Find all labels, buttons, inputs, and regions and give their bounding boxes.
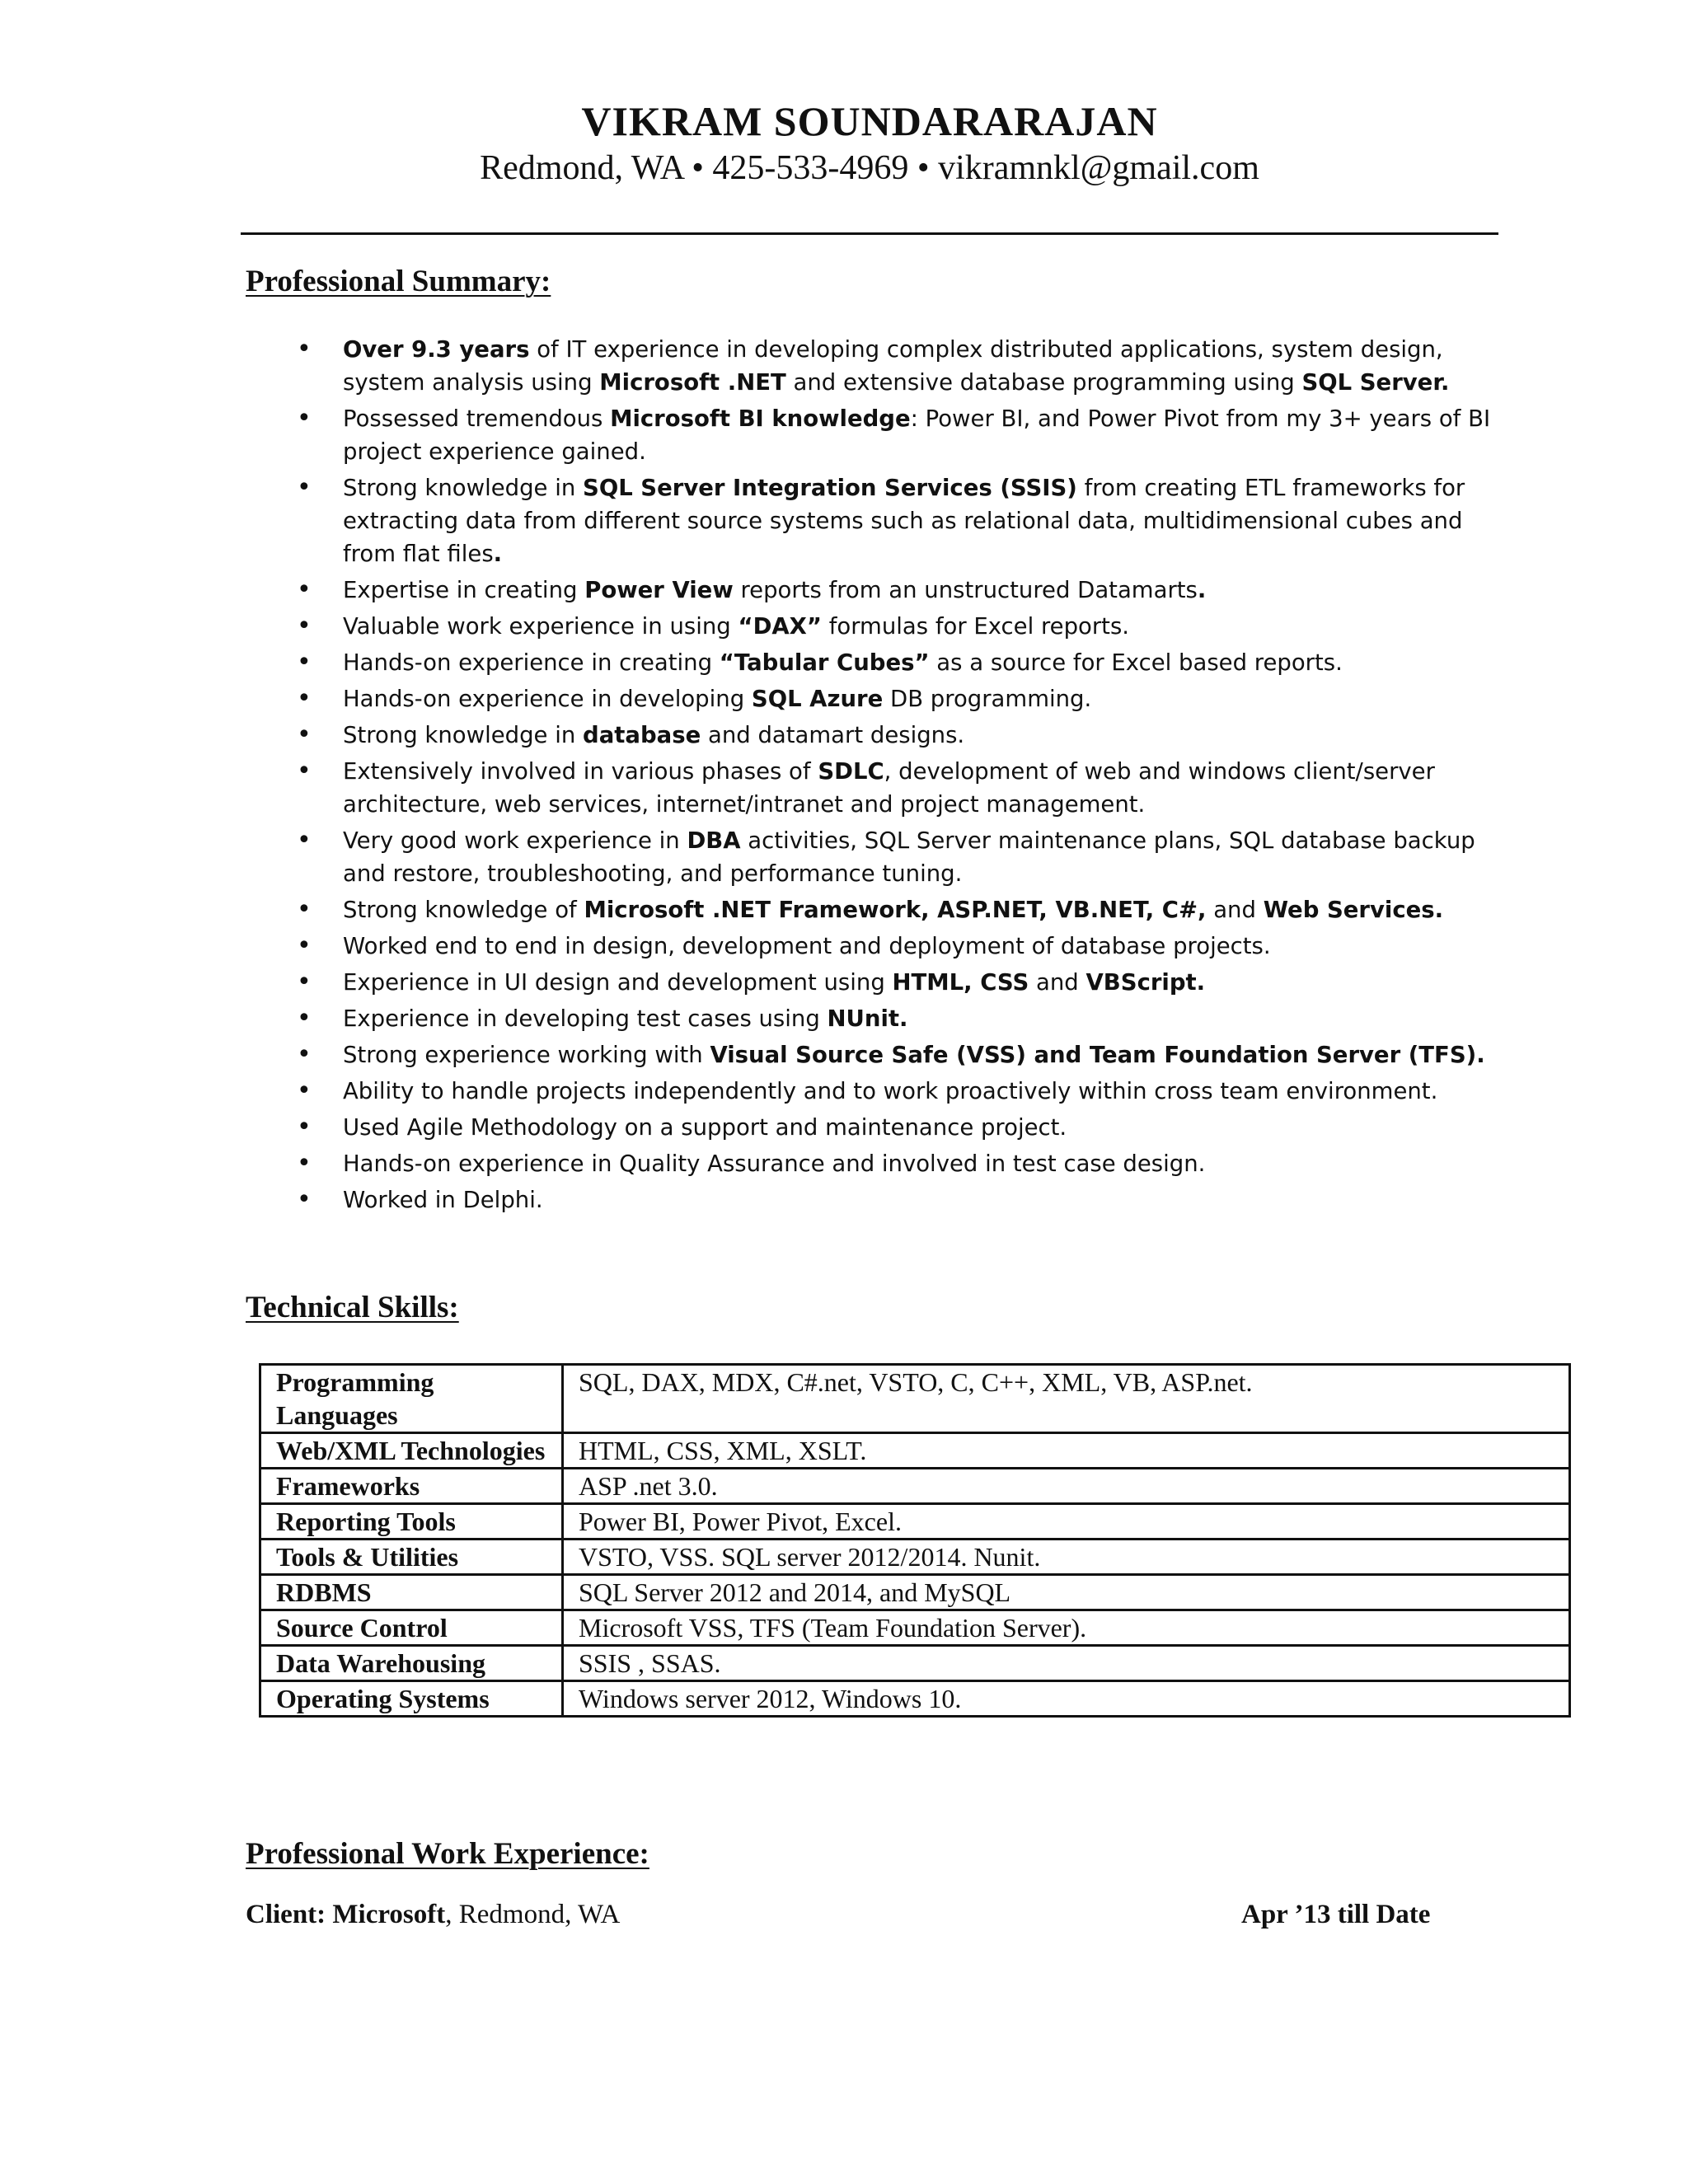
- summary-text: Experience in developing test cases using: [343, 1005, 828, 1032]
- summary-emphasis: VBScript.: [1085, 969, 1206, 996]
- summary-text: Strong knowledge in: [343, 475, 584, 501]
- summary-emphasis: Power View: [584, 577, 734, 603]
- skill-category: RDBMS: [260, 1575, 563, 1610]
- summary-text: Ability to handle projects independently and to work proactively within cross team environment.: [343, 1078, 1438, 1104]
- candidate-name: VIKRAM SOUNDARARAJAN: [581, 98, 1158, 144]
- summary-emphasis: “DAX”: [738, 613, 822, 640]
- summary-text: DB programming.: [883, 686, 1092, 712]
- professional-summary-list: [297, 333, 1493, 1220]
- summary-text: Worked end to end in design, development and deployment of database projects.: [343, 933, 1271, 959]
- summary-item: [297, 610, 1493, 643]
- summary-emphasis: HTML, CSS: [892, 969, 1029, 996]
- summary-text: Expertise in creating: [343, 577, 585, 603]
- skill-values: SQL Server 2012 and 2014, and MySQL: [563, 1575, 1570, 1610]
- client-location: , Redmond, WA: [445, 1900, 621, 1929]
- summary-text: Very good work experience in: [343, 827, 687, 854]
- skill-category: Reporting Tools: [260, 1504, 563, 1540]
- summary-item: [297, 471, 1493, 570]
- skill-values: Microsoft VSS, TFS (Team Foundation Server).: [563, 1610, 1570, 1646]
- summary-item: [297, 1002, 1493, 1035]
- bullet-icon: •: [297, 1004, 312, 1033]
- summary-text: reports from an unstructured Datamarts: [733, 577, 1198, 603]
- skill-category: Tools & Utilities: [260, 1540, 563, 1575]
- skill-values: Windows server 2012, Windows 10.: [563, 1681, 1570, 1717]
- client-label: Client:: [246, 1900, 326, 1929]
- summary-text: , development of web and windows client/server architecture, web services, internet/intranet and project management.: [343, 758, 1435, 818]
- skill-values: HTML, CSS, XML, XSLT.: [563, 1433, 1570, 1469]
- skill-category: Operating Systems: [260, 1681, 563, 1717]
- summary-text: Experience in UI design and development using: [343, 969, 893, 996]
- bullet-icon: •: [297, 1076, 312, 1105]
- summary-text: formulas for Excel reports.: [821, 613, 1130, 640]
- technical-skills-table: [259, 1363, 1571, 1718]
- summary-emphasis: DBA: [687, 827, 741, 854]
- skill-values: Power BI, Power Pivot, Excel.: [563, 1504, 1570, 1540]
- bullet-icon: •: [297, 1040, 312, 1069]
- bullet-icon: •: [297, 648, 312, 677]
- bullet-icon: •: [297, 1185, 312, 1214]
- summary-text: : Power BI, and Power Pivot from my 3+ years of BI project experience gained.: [343, 405, 1491, 465]
- summary-item: [297, 1183, 1493, 1216]
- bullet-icon: •: [297, 473, 312, 502]
- summary-text: Used Agile Methodology on a support and maintenance project.: [343, 1114, 1067, 1141]
- contact-line: Redmond, WA • 425-533-4969 • vikramnkl@gmail.com: [480, 149, 1259, 187]
- skills-row: [260, 1365, 1570, 1433]
- summary-text: Extensively involved in various phases of: [343, 758, 818, 785]
- summary-item: [297, 930, 1493, 963]
- bullet-icon: •: [297, 404, 312, 433]
- bullet-icon: •: [297, 757, 312, 785]
- summary-item: [297, 402, 1493, 468]
- summary-text: Possessed tremendous: [343, 405, 611, 432]
- summary-item: [297, 1075, 1493, 1108]
- bullet-icon: •: [297, 1149, 312, 1178]
- summary-text: Strong knowledge in: [343, 722, 584, 748]
- summary-text: Valuable work experience in using: [343, 613, 738, 640]
- bullet-icon: •: [297, 684, 312, 713]
- summary-emphasis: Microsoft BI knowledge: [610, 405, 911, 432]
- skill-values: SQL, DAX, MDX, C#.net, VSTO, C, C++, XML, VB, ASP.net.: [563, 1365, 1570, 1433]
- skill-category: Programming Languages: [260, 1365, 563, 1433]
- summary-item: [297, 1111, 1493, 1144]
- summary-item: [297, 755, 1493, 821]
- client-line: [246, 1900, 620, 1930]
- summary-emphasis: Over 9.3 years: [343, 336, 530, 363]
- bullet-icon: •: [297, 612, 312, 640]
- summary-emphasis: Microsoft .NET Framework, ASP.NET, VB.NET, C#,: [584, 897, 1207, 923]
- summary-emphasis: Microsoft .NET: [599, 369, 786, 396]
- summary-item: [297, 824, 1493, 890]
- summary-text: Hands-on experience in creating: [343, 649, 720, 676]
- bullet-icon: •: [297, 575, 312, 604]
- client-name: Microsoft: [332, 1900, 446, 1929]
- header-divider: [241, 232, 1498, 235]
- summary-emphasis: Visual Source Safe (VSS) and Team Foundation Server (TFS).: [710, 1042, 1485, 1068]
- summary-emphasis: .: [493, 541, 503, 567]
- skills-row: [260, 1504, 1570, 1540]
- work-experience-heading: Professional Work Experience:: [246, 1837, 649, 1871]
- skill-values: VSTO, VSS. SQL server 2012/2014. Nunit.: [563, 1540, 1570, 1575]
- summary-emphasis: SDLC: [818, 758, 884, 785]
- summary-text: and: [1206, 897, 1264, 923]
- skill-category: Web/XML Technologies: [260, 1433, 563, 1469]
- summary-text: Strong knowledge of: [343, 897, 584, 923]
- summary-item: [297, 574, 1493, 607]
- summary-emphasis: NUnit.: [827, 1005, 908, 1032]
- summary-emphasis: SQL Server.: [1301, 369, 1450, 396]
- summary-text: and: [1029, 969, 1086, 996]
- professional-summary-heading: Professional Summary:: [246, 265, 551, 298]
- summary-item: [297, 646, 1493, 679]
- summary-text: and datamart designs.: [701, 722, 965, 748]
- summary-emphasis: database: [583, 722, 701, 748]
- skills-row: [260, 1646, 1570, 1681]
- summary-text: activities, SQL Server maintenance plans, SQL database backup and restore, troubleshooting, and performance tuning.: [343, 827, 1475, 887]
- summary-item: [297, 1038, 1493, 1071]
- skills-row: [260, 1681, 1570, 1717]
- skills-row: [260, 1433, 1570, 1469]
- summary-emphasis: SQL Azure: [751, 686, 884, 712]
- skill-category: Data Warehousing: [260, 1646, 563, 1681]
- summary-emphasis: “Tabular Cubes”: [719, 649, 930, 676]
- summary-emphasis: .: [1197, 577, 1207, 603]
- summary-emphasis: Web Services.: [1263, 897, 1444, 923]
- summary-text: and extensive database programming using: [785, 369, 1302, 396]
- skills-row: [260, 1540, 1570, 1575]
- summary-item: [297, 719, 1493, 752]
- summary-text: Worked in Delphi.: [343, 1187, 543, 1213]
- summary-text: as a source for Excel based reports.: [929, 649, 1343, 676]
- bullet-icon: •: [297, 720, 312, 749]
- technical-skills-heading: Technical Skills:: [246, 1291, 459, 1324]
- skills-row: [260, 1469, 1570, 1504]
- bullet-icon: •: [297, 826, 312, 855]
- summary-text: Hands-on experience in Quality Assurance and involved in test case design.: [343, 1151, 1206, 1177]
- summary-text: of IT experience in developing complex distributed applications, system design, system analysis using: [343, 336, 1443, 396]
- skills-row: [260, 1610, 1570, 1646]
- skills-row: [260, 1575, 1570, 1610]
- employment-dates: Apr ’13 till Date: [1241, 1900, 1431, 1929]
- summary-item: [297, 1147, 1493, 1180]
- skill-category: Source Control: [260, 1610, 563, 1646]
- bullet-icon: •: [297, 1113, 312, 1141]
- summary-text: Strong experience working with: [343, 1042, 710, 1068]
- summary-item: [297, 682, 1493, 715]
- summary-item: [297, 966, 1493, 999]
- summary-text: Hands-on experience in developing: [343, 686, 752, 712]
- skill-values: SSIS , SSAS.: [563, 1646, 1570, 1681]
- bullet-icon: •: [297, 931, 312, 960]
- skill-category: Frameworks: [260, 1469, 563, 1504]
- bullet-icon: •: [297, 335, 312, 363]
- summary-emphasis: SQL Server Integration Services (SSIS): [583, 475, 1077, 501]
- bullet-icon: •: [297, 895, 312, 924]
- skill-values: ASP .net 3.0.: [563, 1469, 1570, 1504]
- summary-text: from creating ETL frameworks for extracting data from different source systems such as relational data, multidimensional cubes and from flat files: [343, 475, 1465, 567]
- summary-item: [297, 333, 1493, 399]
- summary-item: [297, 893, 1493, 926]
- bullet-icon: •: [297, 968, 312, 996]
